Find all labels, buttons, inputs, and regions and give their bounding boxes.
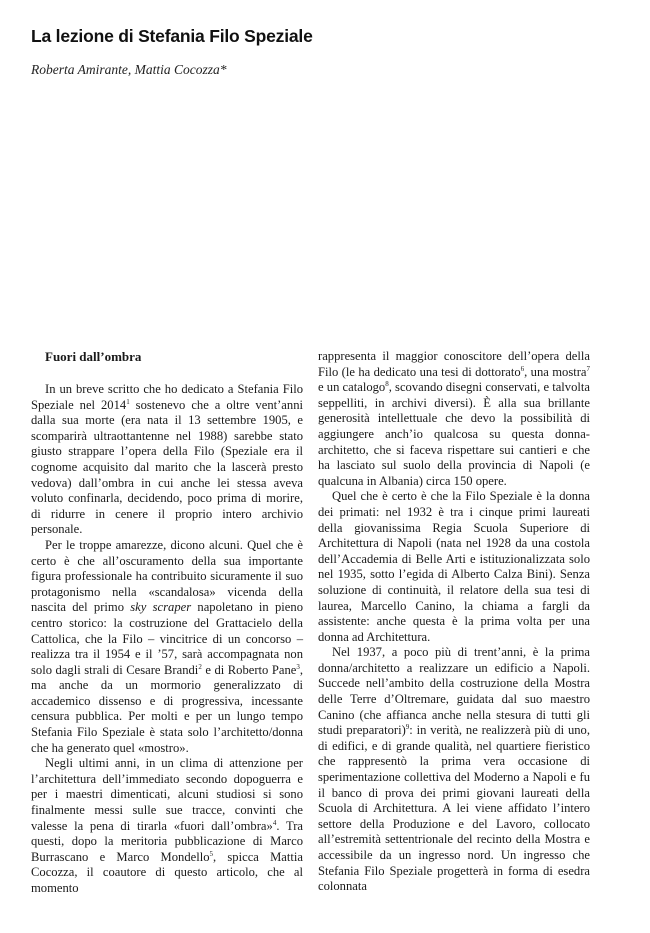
footnote-ref[interactable]: 3 [296, 662, 300, 671]
paragraph: Per le troppe amarezze, dicono alcuni. Quel che è certo è che all’oscuramento della sua importante figura professionale ha contribuito sicuramente il suo protagonismo nella «scandalosa» vicenda della nascita del primo sky scraper napoletano in pieno centro storico: la costruzione del Grattacielo della Cattolica, che la Filo – vincitrice di un concorso – realizza tra il 1954 e il ’57, sarà accompagnata non solo dagli strali di Cesare Brandi$^2$ e di Roberto Pane$^3$, ma anche da un mormorio generalizzato di accademico dissenso e di progressiva, incessante censura pubblica. Per molti e per un lungo tempo Stefania Filo Speziale è stata solo l’architetto/donna che ha generato quel «mostro». [31, 537, 303, 755]
footnote-ref[interactable]: 1 [126, 397, 130, 406]
paragraph: Quel che è certo è che la Filo Speziale è la donna dei primati: nel 1932 è tra i cinque primi laureati della giovanissima Regia Scuola Superiore di Architettura di Napoli (nata nel 1928 da una costola dell’Accademia di Belle Arti e istituzionalizzata solo nel 1935, sotto l’egida di Alberto Calza Bini). Senza soluzione di continuità, il relatore della sua tesi di laurea, Marcello Canino, la chiama a fargli da assistente: anche questa è la prima volta per una donna ad Architettura. [318, 489, 590, 644]
footnote-ref[interactable]: 5 [209, 849, 214, 858]
section-heading: Fuori dall’ombra [45, 349, 142, 364]
footnote-ref[interactable]: 6 [520, 364, 525, 373]
footnote-ref[interactable]: 7 [586, 364, 591, 373]
footnote-ref[interactable]: 9 [405, 723, 410, 732]
paragraph: Negli ultimi anni, in un clima di attenzione per l’architettura dell’immediato secondo dopoguerra e per i maestri dimenticati, alcuni studiosi si sono finalmente messi sulle sue tracce, convinti che valesse la pena di tirarla «fuori dall’ombra»$^4$. Tra questi, dopo la meritoria pubblicazione di Marco Burrascano e Marco Mondello$^5$, spicca Mattia Cocozza, il coautore di questo articolo, che al momento [31, 756, 303, 895]
footnote-ref[interactable]: 4 [272, 818, 277, 827]
article-authors: Roberta Amirante, Mattia Cocozza* [31, 62, 227, 77]
footnote-ref[interactable]: 8 [385, 380, 389, 388]
paragraph: In un breve scritto che ho dedicato a Stefania Filo Speziale nel 2014$^1$ sostenevo che a oltre vent’anni dalla sua morte (era nata il 13 settembre 1905, e scomparirà ultraottantenne nel 1988) sarebbe stato giusto strappare l’opera della Filo (Speziale era il cognome acquisito dal marito che la lascerà presto vedova) dall’ombra in cui anche lei stessa aveva voluto confinarla, decidendo, poco prima di morire, di ridurre in cenere il proprio intero archivio personale. [31, 382, 303, 537]
article-title: La lezione di Stefania Filo Speziale [31, 26, 313, 46]
paragraph: Nel 1937, a poco più di trent’anni, è la prima donna/architetto a realizzare un edificio a Napoli. Succede nell’ambito della costruzione della Mostra delle Terre d’Oltremare, guidata dal suo maestro Canino (che affianca anche nella stesura di tutti gli studi preparatori)$^9$: in verità, ne realizzerà più di uno, di edifici, e di grande qualità, nel quartiere fieristico che rappresentò la prima vera occasione di sperimentazione collettiva del Moderno a Napoli e fu il banco di prova dei primi giovani laureati della Scuola di Architettura. A lei viene affidato l’intero settore della Produzione e del Lavoro, collocato all’estremità settentrionale del recinto della Mostra e accessibile da un ingresso nord. Un ingresso che Stefania Filo Speziale progetterà in forma di esedra colonnata [318, 645, 590, 894]
right-column [318, 349, 590, 895]
footnote-ref[interactable]: 2 [198, 662, 202, 671]
left-column [31, 349, 303, 897]
paragraph: rappresenta il maggior conoscitore dell’opera della Filo (le ha dedicato una tesi di dottorato$^6$, una mostra$^7$ e un catalogo$^8$, scovando disegni conservati, e talvolta seppelliti, in archivi diversi). È alla sua brillante generosità intellettuale che devo la possibilità di aggiungere anch’io qualcosa su questa donna-architetto, che si faceva rispettare sui cantieri e che ha lasciato sul suolo della provincia di Napoli (e qualcuna in Albania) circa 150 opere. [318, 349, 591, 488]
